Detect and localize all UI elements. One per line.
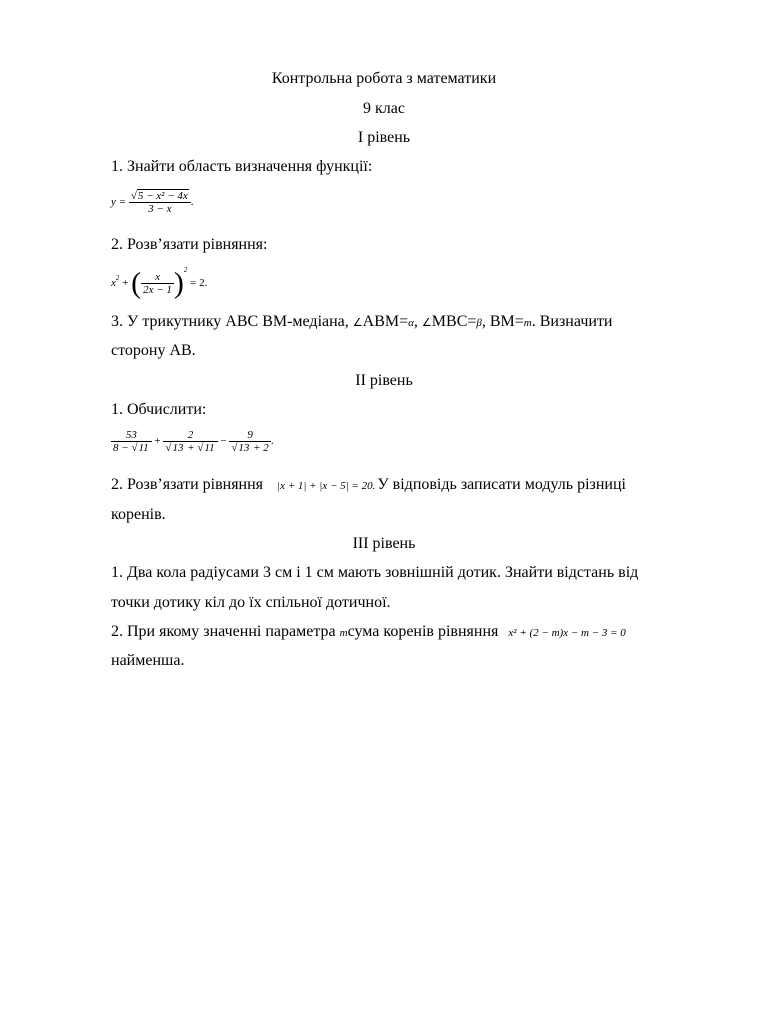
paren-numerator: x bbox=[155, 270, 160, 283]
paren-fraction bbox=[141, 271, 174, 296]
task-2-text: 2. При якому значенні параметра bbox=[111, 623, 340, 640]
fraction-1 bbox=[111, 429, 152, 454]
level-2-task-1: 1. Обчислити: bbox=[111, 401, 207, 418]
level-2-formula-1 bbox=[111, 429, 274, 454]
formula-end: . bbox=[270, 435, 274, 448]
level-1-task-2: 2. Розв’язати рівняння: bbox=[111, 236, 268, 253]
fraction-3-denominator: √13 + 2 bbox=[231, 442, 269, 454]
level-3-task-1-line-2: точки дотику кіл до їх спільної дотичної. bbox=[111, 594, 391, 611]
level-1-heading: І рівень bbox=[357, 129, 411, 146]
sqrt-sign: √ bbox=[130, 190, 137, 202]
x-exponent: 2 bbox=[115, 274, 120, 282]
document-title: Контрольна робота з математики bbox=[271, 70, 497, 87]
quadratic-equation: x² + (2 − m)x − m − 3 = 0 bbox=[508, 627, 626, 639]
formula-rhs: = 2. bbox=[190, 277, 208, 289]
paren-denominator: 2x − 1 bbox=[143, 283, 172, 296]
fraction-3-numerator: 9 bbox=[247, 429, 253, 441]
right-paren: ) bbox=[173, 266, 184, 300]
level-1-formula-1 bbox=[111, 190, 194, 215]
level-1-task-1: 1. Знайти область визначення функції: bbox=[111, 158, 373, 175]
alpha-symbol: α bbox=[408, 317, 414, 329]
angle-mbc: МВС= bbox=[431, 313, 477, 330]
level-1-task-3 bbox=[111, 313, 613, 331]
task-3-end: . Визначити bbox=[531, 313, 613, 330]
separator: , bbox=[413, 313, 422, 330]
fraction-1-denominator: 8 − √11 bbox=[111, 441, 152, 454]
plus-sign: + bbox=[122, 277, 129, 289]
angle-icon: ∠ bbox=[421, 317, 432, 329]
level-2-task-2 bbox=[111, 476, 626, 494]
task-3-text: 3. У трикутнику АВС ВМ-медіана, bbox=[111, 313, 353, 330]
den-radicand: 13 bbox=[238, 442, 250, 454]
grade-label: 9 клас bbox=[363, 100, 405, 117]
formula-fraction bbox=[129, 190, 191, 215]
level-2-heading: ІІ рівень bbox=[355, 372, 413, 389]
task-2-middle: сума коренів рівняння bbox=[347, 623, 499, 640]
paren-exponent: 2 bbox=[183, 266, 188, 274]
fraction-2-numerator: 2 bbox=[187, 429, 194, 441]
level-1-formula-2 bbox=[111, 266, 207, 298]
level-1-task-3-line-2: сторону АВ. bbox=[111, 342, 196, 359]
beta-symbol: β bbox=[476, 317, 482, 329]
fraction-1-numerator: 53 bbox=[125, 429, 137, 441]
plus-sign: + bbox=[154, 435, 161, 448]
fraction-3 bbox=[229, 429, 270, 454]
den-part: 8 − bbox=[113, 442, 132, 454]
bm-label: , ВМ= bbox=[481, 313, 524, 330]
den-op: + bbox=[184, 442, 198, 454]
den-radicand: 13 bbox=[172, 442, 184, 454]
angle-abm: АВМ= bbox=[362, 313, 409, 330]
level-2-task-2-line-2: коренів. bbox=[111, 506, 166, 523]
level-3-task-2-line-2: найменша. bbox=[111, 652, 185, 669]
formula-lhs: y = bbox=[111, 196, 127, 209]
abs-equation: |x + 1| + |x − 5| = 20. bbox=[277, 480, 376, 492]
fraction-2 bbox=[163, 429, 217, 454]
level-3-task-2 bbox=[111, 623, 626, 641]
x-term: x bbox=[111, 277, 116, 289]
m-symbol: m bbox=[523, 317, 532, 329]
fraction-2-denominator: √13 + √11 bbox=[163, 441, 217, 454]
angle-icon: ∠ bbox=[352, 317, 363, 329]
den-radicand: 11 bbox=[138, 442, 149, 454]
formula-denominator: 3 − x bbox=[129, 202, 191, 215]
formula-numerator bbox=[129, 190, 191, 202]
level-3-heading: ІІІ рівень bbox=[352, 535, 416, 552]
formula-end: . bbox=[190, 196, 194, 209]
left-paren: ( bbox=[131, 266, 142, 300]
den-part: + 2 bbox=[250, 442, 269, 454]
radicand: 5 − x² − 4x bbox=[137, 190, 188, 202]
level-3-task-1: 1. Два кола радіусами 3 см і 1 см мають зовнішній дотик. Знайти відстань від bbox=[111, 564, 639, 581]
task-2-instruction: У відповідь записати модуль різниці bbox=[377, 476, 626, 493]
den-radicand: 11 bbox=[204, 442, 215, 454]
minus-sign: − bbox=[220, 435, 227, 448]
m-parameter: m bbox=[339, 627, 348, 639]
task-2-text: 2. Розв’язати рівняння bbox=[111, 476, 264, 493]
